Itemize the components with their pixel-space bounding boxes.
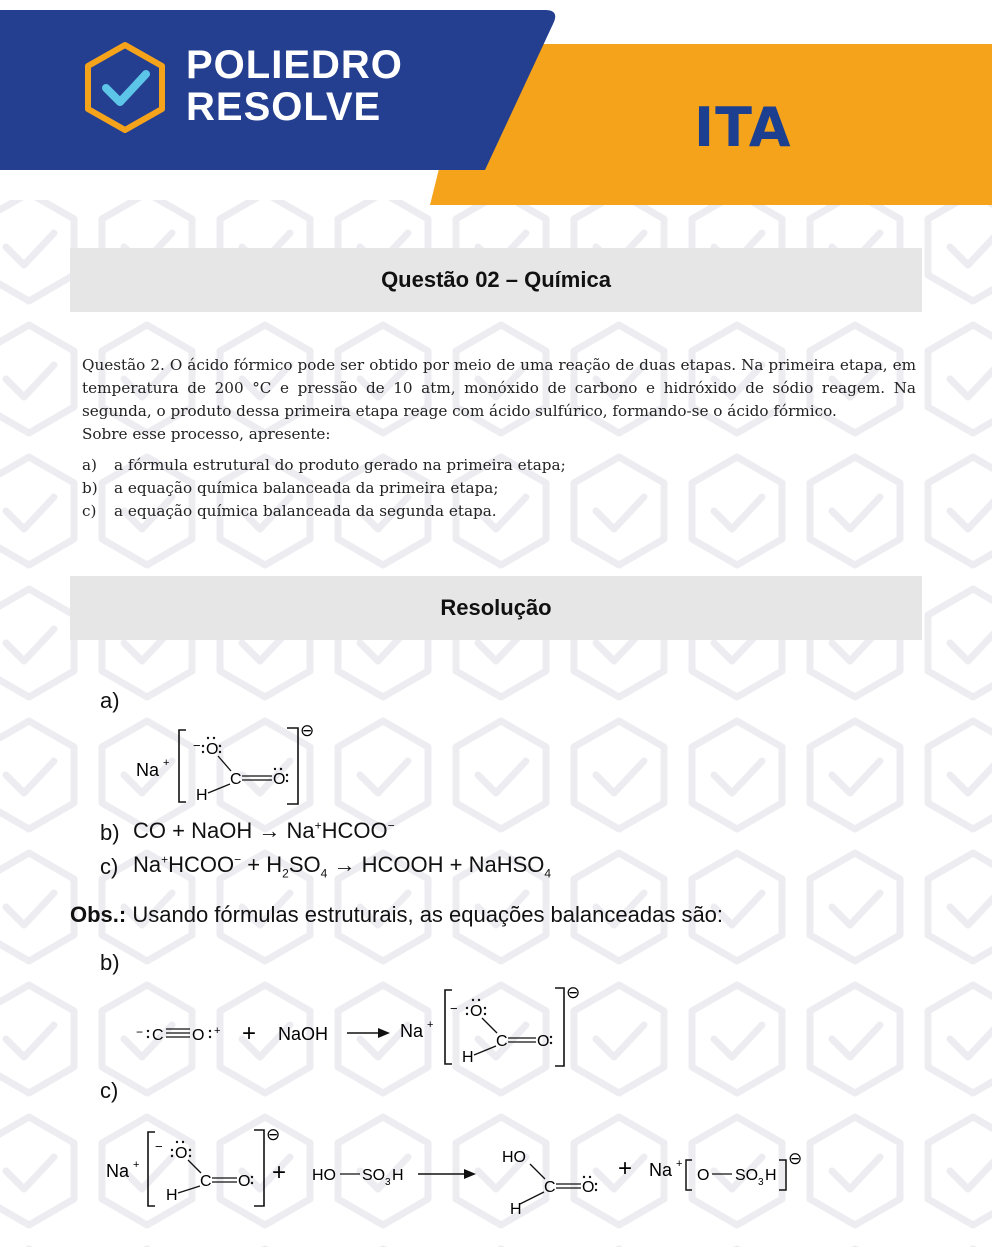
plus-sign: + — [242, 1020, 257, 1047]
eq-c-product-2: NaHSO — [468, 852, 545, 877]
bisulfate-h: H — [765, 1167, 777, 1184]
sodium-charge: + — [133, 1159, 140, 1171]
eq-c-reactant-1: Na — [133, 852, 162, 877]
formate-structure-a — [130, 718, 330, 810]
sodium-symbol: Na — [400, 1021, 424, 1041]
carbon-atom: C — [230, 771, 242, 788]
sulfuric-so: SO — [362, 1167, 386, 1184]
brand-name — [186, 44, 403, 128]
obs-c-label: c) — [100, 1078, 119, 1103]
brand-line-2: RESOLVE — [186, 85, 382, 129]
eq-c-reactant-2-sub: 2 — [282, 866, 289, 881]
eq-b-reactant-1: CO — [133, 818, 166, 843]
sodium-symbol: Na — [106, 1161, 130, 1181]
bisulfate-sub-3: 3 — [758, 1177, 764, 1188]
eq-b-product-2: HCOO — [321, 818, 388, 843]
bisulfate-charge: ⊖ — [788, 1149, 803, 1168]
formic-ho: HO — [502, 1149, 526, 1166]
sodium-charge-2: + — [676, 1158, 683, 1170]
question-statement — [82, 354, 916, 523]
hydrogen-atom: H — [462, 1049, 474, 1066]
sulfuric-sub-3: 3 — [385, 1177, 391, 1188]
eq-c-plus-1: + — [247, 852, 261, 877]
item-text: a equação química balanceada da primeira etapa; — [114, 479, 499, 497]
answer-b-label: b) — [100, 820, 120, 845]
sulfuric-h: H — [392, 1167, 404, 1184]
eq-c-reactant-2b-sub: 4 — [320, 866, 328, 881]
sodium-charge: + — [427, 1019, 434, 1031]
obs-text: Usando fórmulas estruturais, as equações balanceadas são: — [126, 902, 724, 927]
plus-sign-2: + — [618, 1155, 633, 1182]
co-oxygen: O — [192, 1027, 205, 1044]
eq-b-reactant-2: NaOH — [191, 818, 253, 843]
bisulfate-oxygen: O — [697, 1167, 710, 1184]
resolution-title: Resolução — [440, 595, 552, 620]
anion-charge: ⊖ — [266, 1125, 281, 1144]
equation-b — [133, 818, 395, 844]
sulfuric-ho: HO — [312, 1167, 336, 1184]
eq-c-product-1: HCOOH — [361, 852, 444, 877]
eq-c-plus-2: + — [449, 852, 463, 877]
exam-name: ITA — [694, 96, 792, 159]
oxygen-atom: O — [470, 1003, 483, 1020]
oxygen-minus: − — [193, 738, 201, 753]
sodium-symbol: Na — [136, 760, 160, 780]
oxygen-atom-2: O — [238, 1173, 251, 1190]
eq-c-reactant-2: H — [266, 852, 283, 877]
obs-b-label: b) — [100, 950, 120, 975]
co-carbon-charge: − — [136, 1025, 144, 1039]
question-title-bar — [70, 248, 922, 312]
oxygen-atom: O — [206, 741, 219, 758]
bisulfate-so: SO — [735, 1167, 759, 1184]
statement-lead: Questão 2. — [82, 356, 165, 374]
equation-c — [133, 852, 551, 880]
obs-label: Obs.: — [70, 902, 127, 927]
co-carbon: C — [152, 1027, 164, 1044]
observation-line — [70, 902, 723, 928]
eq-b-plus: + — [172, 818, 185, 843]
item-text: a equação química balanceada da segunda etapa. — [114, 502, 497, 520]
carbon-atom: C — [200, 1173, 212, 1190]
eq-c-arrow: → — [333, 852, 356, 877]
brand-line-1: POLIEDRO — [186, 43, 403, 87]
statement-paragraph — [82, 354, 916, 423]
formic-carbon: C — [544, 1179, 556, 1196]
item-mark: c) — [82, 502, 97, 520]
sodium-symbol-2: Na — [649, 1160, 673, 1180]
eq-b-product-1-charge: + — [314, 818, 322, 833]
oxygen-atom: O — [175, 1145, 188, 1162]
formic-oxygen: O — [582, 1179, 595, 1196]
structural-equation-b — [130, 980, 590, 1072]
anion-charge: ⊖ — [566, 983, 581, 1002]
eq-b-arrow: → — [258, 818, 281, 843]
statement-text: O ácido fórmico pode ser obtido por meio de uma reação de duas etapas. Na primeira etapa, em temperatura de 200 °C e pressão de 10 atm, monóxido de carbono e hidróxido de sódio reagem. Na segunda, o produto dessa primeira etapa reage com ácido sulfúrico, formando-se o ácido fórmico. — [82, 356, 916, 420]
hydrogen-atom: H — [196, 787, 208, 804]
list-item — [82, 477, 916, 500]
eq-c-reactant-1b: HCOO — [168, 852, 235, 877]
eq-b-product-2-charge: − — [387, 818, 395, 833]
sodium-charge: + — [163, 757, 170, 769]
hydrogen-atom: H — [166, 1187, 178, 1204]
answer-a-label: a) — [100, 688, 120, 713]
eq-c-product-2-sub: 4 — [544, 866, 552, 881]
eq-c-reactant-2b: SO — [288, 852, 321, 877]
list-item — [82, 454, 916, 477]
item-mark: a) — [82, 456, 97, 474]
co-oxygen-charge: + — [214, 1025, 221, 1037]
oxygen-atom-2: O — [273, 771, 286, 788]
item-mark: b) — [82, 479, 98, 497]
plus-sign-1: + — [272, 1159, 287, 1186]
statement-prompt: Sobre esse processo, apresente: — [82, 425, 331, 443]
list-item — [82, 500, 916, 523]
resolution-title-bar — [70, 576, 922, 640]
structural-equation-c — [100, 1120, 820, 1220]
anion-charge: ⊖ — [300, 721, 315, 740]
oxygen-atom-2: O — [537, 1033, 550, 1050]
eq-b-product-1: Na — [286, 818, 315, 843]
statement-items — [82, 454, 916, 523]
naoh-reactant: NaOH — [278, 1024, 329, 1044]
item-text: a fórmula estrutural do produto gerado na primeira etapa; — [114, 456, 566, 474]
carbon-atom: C — [496, 1033, 508, 1050]
answer-c-label: c) — [100, 854, 119, 879]
eq-c-reactant-1-charge: + — [161, 852, 169, 867]
formic-hydrogen: H — [510, 1201, 522, 1218]
oxygen-minus: − — [155, 1139, 163, 1154]
check-logo-icon — [80, 40, 170, 135]
eq-c-reactant-1b-charge: − — [234, 852, 242, 867]
oxygen-minus: − — [450, 1001, 458, 1016]
question-title: Questão 02 – Química — [381, 267, 611, 292]
